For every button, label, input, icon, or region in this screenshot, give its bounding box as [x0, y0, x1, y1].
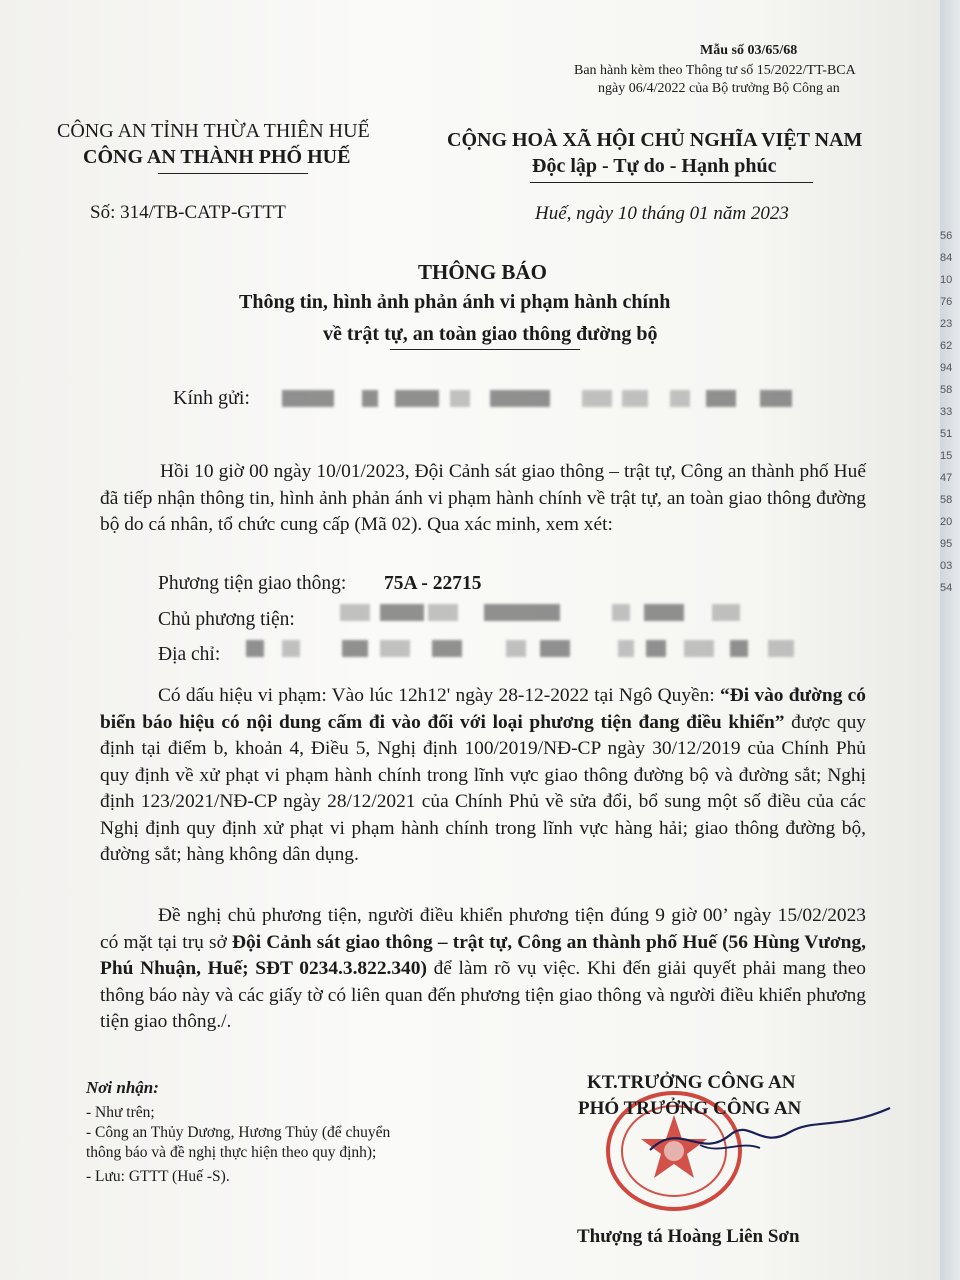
notice-subtitle-line2: về trật tự, an toàn giao thông đường bộ	[323, 323, 658, 345]
nation-name: CỘNG HOÀ XÃ HỘI CHỦ NGHĨA VIỆT NAM	[447, 129, 863, 151]
form-issuance-line1: Ban hành kèm theo Thông tư số 15/2022/TT-BCA	[574, 63, 856, 78]
recipient-label: Kính gửi:	[173, 387, 250, 409]
edge-number: 10	[940, 274, 953, 286]
violation-intro: Có dấu hiệu vi phạm: Vào lúc 12h12' ngày 28-12-2022 tại Ngô Quyền:	[158, 685, 720, 706]
edge-number-column	[940, 230, 960, 604]
edge-number: 58	[940, 494, 953, 506]
handwritten-signature	[640, 1100, 900, 1180]
motto-underline	[530, 182, 813, 183]
request-text-b: để làm rõ vụ việc. Khi đến giải quyết phải mang theo thông báo này và các giấy tờ có liên quan đến phương tiện giao thông và người điều khiển phương tiện giao thông./.	[100, 958, 866, 1032]
edge-number: 95	[940, 538, 953, 550]
recipients-item2: - Công an Thủy Dương, Hương Thủy (để chuyển	[86, 1124, 391, 1141]
recipients-item2-cont: thông báo và đề nghị thực hiện theo quy định);	[86, 1144, 377, 1161]
edge-number: 03	[940, 560, 953, 572]
edge-number: 76	[940, 296, 953, 308]
signature-title-line1: KT.TRƯỞNG CÔNG AN	[587, 1072, 796, 1093]
edge-number: 54	[940, 582, 953, 594]
title-underline	[390, 349, 580, 350]
edge-number: 15	[940, 450, 953, 462]
place-date: Huế, ngày 10 tháng 01 năm 2023	[535, 203, 789, 224]
edge-number: 33	[940, 406, 953, 418]
underlying-page-edge	[940, 0, 960, 1280]
edge-number: 84	[940, 252, 953, 264]
edge-number: 94	[940, 362, 953, 374]
edge-number: 51	[940, 428, 953, 440]
notice-title: THÔNG BÁO	[418, 260, 547, 284]
edge-number: 20	[940, 516, 953, 528]
intro-paragraph: Hồi 10 giờ 00 ngày 10/01/2023, Đội Cảnh sát giao thông – trật tự, Công an thành phố Huế đã tiếp nhận thông tin, hình ảnh phản ánh vi phạm hành chính về trật tự, an toàn giao thông đường bộ do cá nhân, tổ chức cung cấp (Mã 02). Qua xác minh, xem xét:	[100, 461, 866, 535]
document-number: Số: 314/TB-CATP-GTTT	[90, 202, 286, 223]
request-office: Đội Cảnh sát giao thông – trật tự, Công an thành phố Huế (56 Hùng Vương, Phú Nhuận, Huế; SĐT 0234.3.822.340)	[100, 931, 866, 979]
edge-number: 58	[940, 384, 953, 396]
recipients-item3: - Lưu: GTTT (Huế -S).	[86, 1168, 230, 1185]
violation-description: “Đi vào đường có biển báo hiệu có nội dung cấm đi vào đối với loại phương tiện đang điều khiển”	[100, 685, 866, 733]
recipients-item1: - Như trên;	[86, 1104, 155, 1121]
edge-number: 56	[940, 230, 953, 242]
owner-label: Chủ phương tiện:	[158, 609, 295, 630]
parent-agency: CÔNG AN TỈNH THỪA THIÊN HUẾ	[57, 120, 370, 142]
agency-underline	[158, 173, 308, 174]
notice-subtitle-line1: Thông tin, hình ảnh phản ánh vi phạm hành chính	[239, 291, 671, 313]
nation-motto: Độc lập - Tự do - Hạnh phúc	[532, 155, 777, 177]
edge-number: 47	[940, 472, 953, 484]
violation-legal-basis: được quy định tại điểm b, khoản 4, Điều 5, Nghị định 100/2019/NĐ-CP ngày 30/12/2019 của Chính Phủ quy định về xử phạt vi phạm hành chính trong lĩnh vực giao thông đường bộ và đường sắt; Nghị định 123/2021/NĐ-CP ngày 28/12/2021 của Chính Phủ về sửa đổi, bổ sung một số điều của các Nghị định quy định xử phạt vi phạm hành chính trong lĩnh vực hàng hải; giao thông đường bộ, đường sắt; hàng không dân dụng.	[100, 711, 866, 865]
request-paragraph	[100, 903, 866, 1036]
vehicle-plate: 75A - 22715	[384, 573, 482, 594]
edge-number: 23	[940, 318, 953, 330]
edge-number: 62	[940, 340, 953, 352]
form-issuance-line2: ngày 06/4/2022 của Bộ trưởng Bộ Công an	[598, 81, 840, 96]
recipients-heading: Nơi nhận:	[86, 1078, 159, 1097]
signer-name: Thượng tá Hoàng Liên Sơn	[577, 1226, 800, 1247]
vehicle-label: Phương tiện giao thông:	[158, 573, 347, 594]
request-text-a: Đề nghị chủ phương tiện, người điều khiển phương tiện đúng 9 giờ 00’ ngày 15/02/2023 có mặt tại trụ sở	[100, 905, 866, 953]
signature-title-line2: PHÓ TRƯỞNG CÔNG AN	[578, 1098, 802, 1119]
form-number: Mẫu số 03/65/68	[700, 43, 798, 58]
violation-paragraph	[100, 683, 866, 869]
address-label: Địa chỉ:	[158, 644, 221, 665]
agency-name: CÔNG AN THÀNH PHỐ HUẾ	[83, 146, 351, 168]
